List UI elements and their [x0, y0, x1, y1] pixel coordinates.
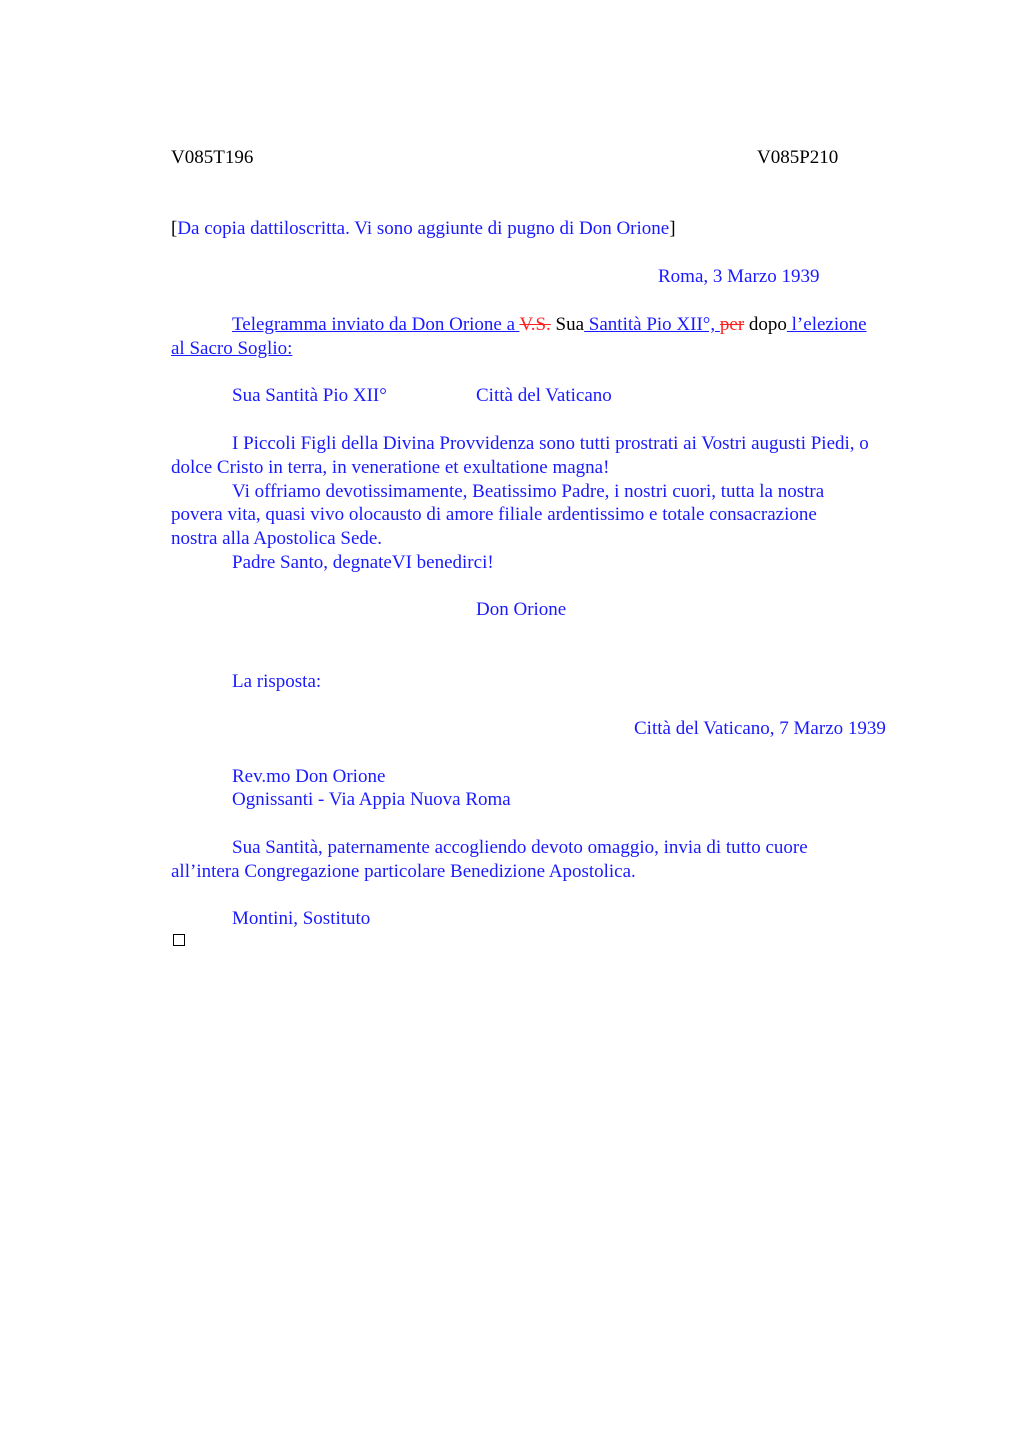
telegram-date: Roma, 3 Marzo 1939 — [658, 266, 820, 287]
reply-address: Ognissanti - Via Appia Nuova Roma — [232, 789, 511, 810]
editorial-note — [171, 217, 676, 241]
end-box-icon — [173, 934, 185, 946]
note-text: Da copia dattiloscritta. Vi sono aggiunte di pugno di Don Orione — [177, 218, 670, 239]
header-right-code: V085P210 — [757, 147, 839, 168]
reply-signature: Montini, Sostituto — [232, 908, 371, 929]
reply-addressee: Rev.mo Don Orione — [232, 766, 386, 787]
reply-date: Città del Vaticano, 7 Marzo 1939 — [634, 718, 886, 739]
telegram-p1-line1: I Piccoli Figli della Divina Provvidenza sono tutti prostrati ai Vostri augusti Piedi, o — [232, 433, 869, 454]
note-bracket-close: ] — [669, 218, 676, 239]
heading-part2: Santità Pio XII°, — [584, 314, 720, 335]
recipient-name: Sua Santità Pio XII° — [232, 385, 387, 406]
heading-part1: Telegramma inviato da Don Orione a — [232, 314, 520, 335]
heading-part3: l’elezione — [786, 314, 867, 335]
telegram-p2-line2: povera vita, quasi vivo olocausto di amore filiale ardentissimo e totale consacrazione — [171, 504, 817, 525]
reply-intro: La risposta: — [232, 671, 322, 692]
header-left-code: V085T196 — [171, 147, 254, 168]
note-bracket-open: [ — [171, 218, 178, 239]
heading-deletion-vs: V.S. — [519, 314, 551, 335]
reply-body-line1: Sua Santità, paternamente accogliendo devoto omaggio, invia di tutto cuore — [232, 837, 808, 858]
telegram-p3: Padre Santo, degnateVI benedirci! — [232, 552, 494, 573]
telegram-p2-line1: Vi offriamo devotissimamente, Beatissimo Padre, i nostri cuori, tutta la nostra — [232, 481, 825, 502]
heading-insertion-sua: Sua — [550, 314, 585, 335]
telegram-heading-line1 — [232, 313, 867, 337]
reply-body-line2: all’intera Congregazione particolare Benedizione Apostolica. — [171, 861, 636, 882]
telegram-heading-line2: al Sacro Soglio: — [171, 338, 293, 359]
telegram-p1-line2: dolce Cristo in terra, in veneratione et exultatione magna! — [171, 457, 610, 478]
heading-deletion-per: per — [719, 314, 745, 335]
telegram-signature: Don Orione — [476, 599, 567, 620]
heading-insertion-dopo: dopo — [744, 314, 787, 335]
telegram-p2-line3: nostra alla Apostolica Sede. — [171, 528, 383, 549]
recipient-place: Città del Vaticano — [476, 385, 612, 406]
